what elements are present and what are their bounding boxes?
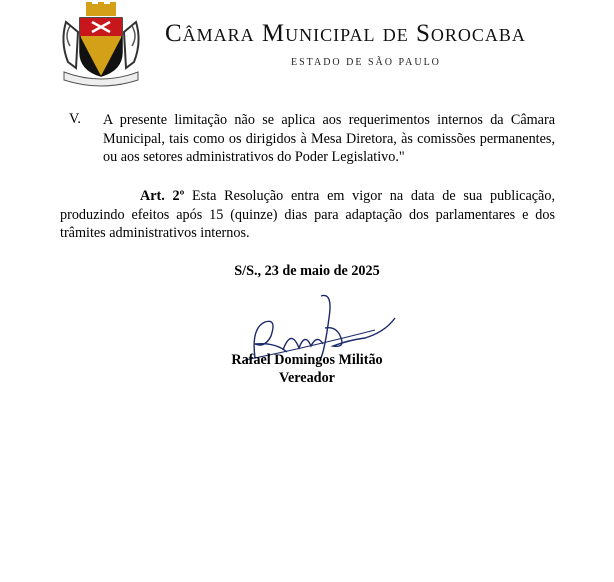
signature-block	[0, 351, 614, 387]
organization-state: ESTADO DE SÃO PAULO	[291, 57, 441, 68]
document-date: S/S., 23 de maio de 2025	[234, 263, 380, 279]
item-paragraph: A presente limitação não se aplica aos requerimentos internos da Câmara Municipal, tais como os dirigidos à Mesa Diretora, às comissões permanentes, ou aos setores administrativos do Poder Legislativo."	[103, 112, 555, 166]
signer-role: Vereador	[279, 370, 335, 386]
document-header	[0, 0, 614, 100]
article-label: Art. 2º	[140, 188, 185, 204]
item-marker: V.	[69, 111, 81, 127]
coat-of-arms-icon	[56, 2, 146, 88]
signer-name: Rafael Domingos Militão	[231, 352, 383, 368]
organization-name: Câmara Municipal de Sorocaba	[165, 20, 526, 47]
article-text: Esta Resolução entra em vigor na data de sua publicação, produzindo efeitos após 15 (quinze) dias para adaptação dos parlamentares e dos trâmites administrativos internos.	[60, 188, 555, 242]
article-paragraph	[60, 187, 555, 243]
